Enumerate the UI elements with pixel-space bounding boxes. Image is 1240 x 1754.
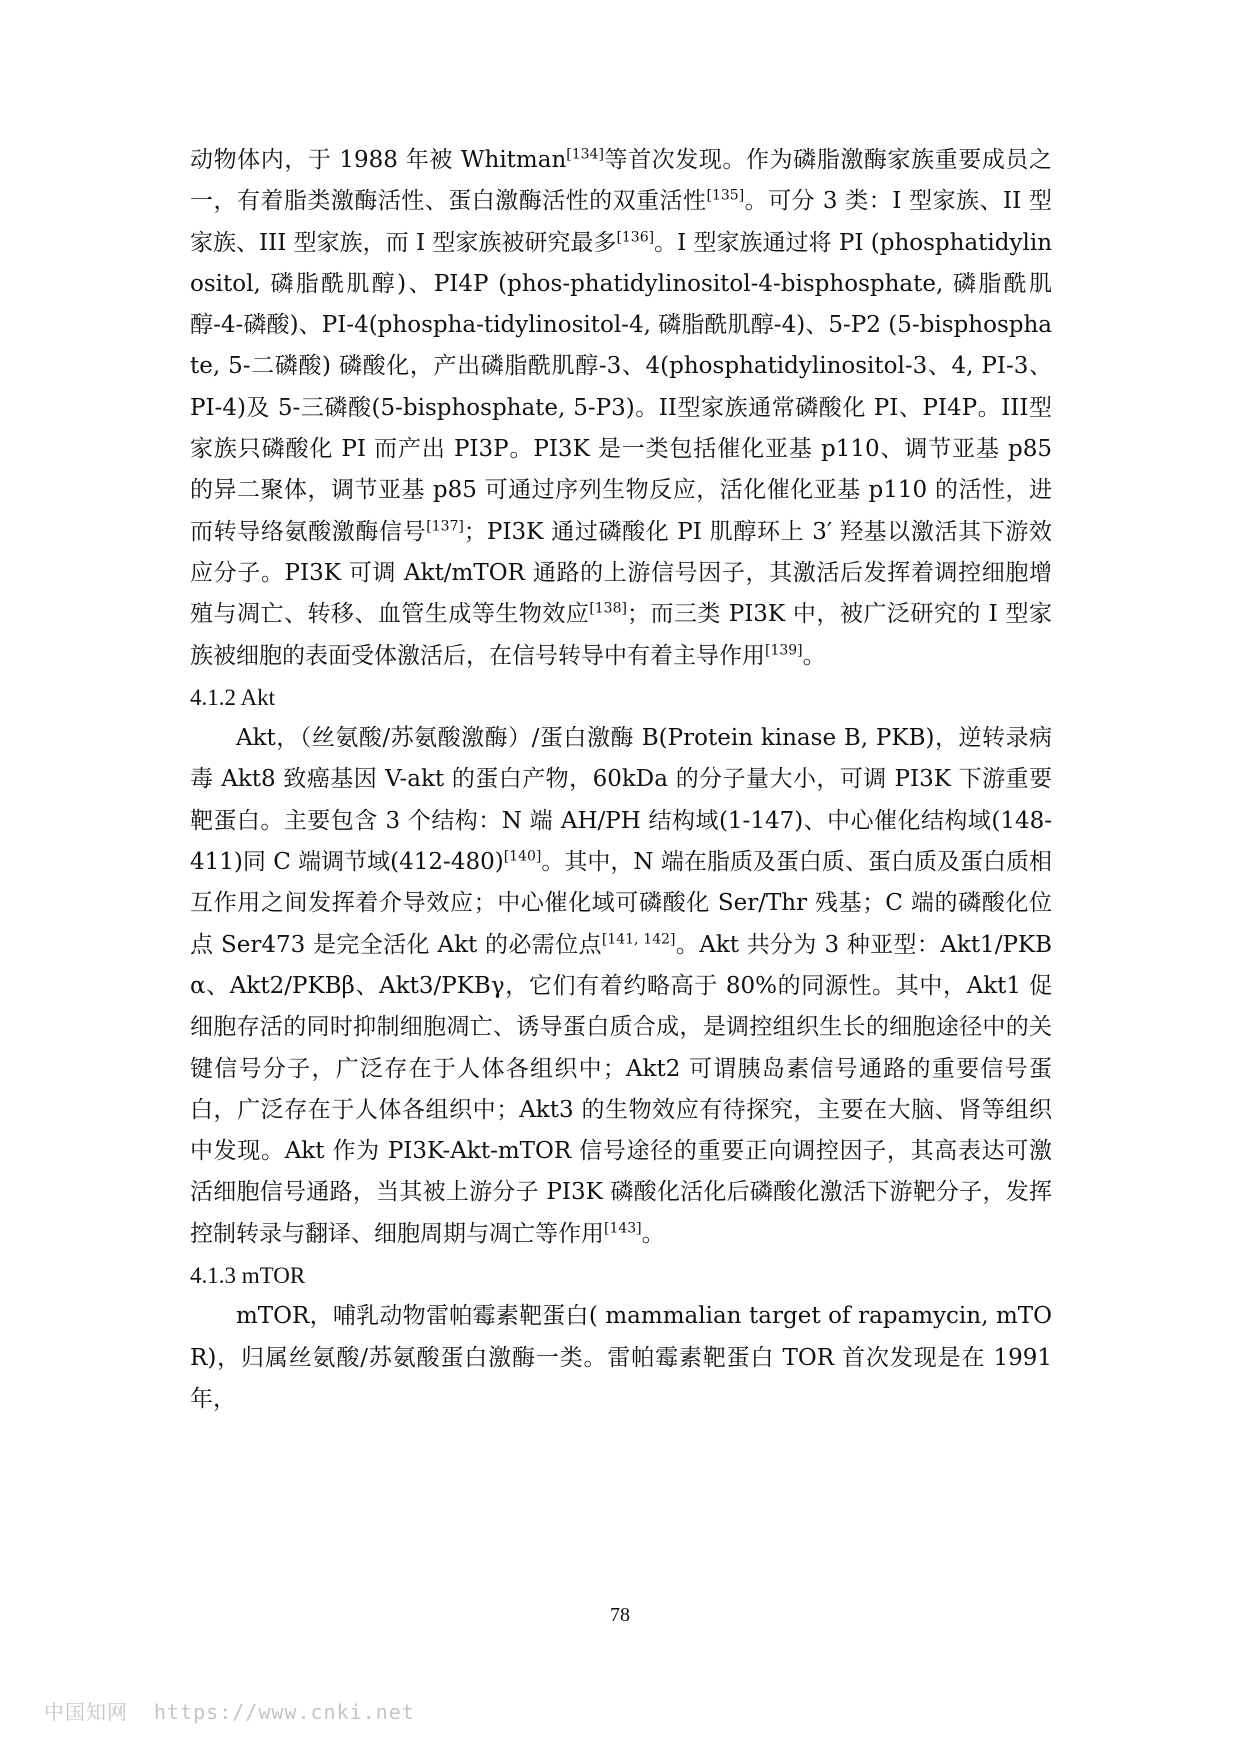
paragraph-mtor	[190, 1296, 1052, 1420]
watermark-url: https://www.cnki.net	[154, 1700, 415, 1724]
citation: [138]	[589, 600, 627, 617]
citation: [135]	[706, 187, 745, 204]
text-segment: Akt，（丝氨酸/苏氨酸激酶）/蛋白激酶 B(Protein kinase B, PKB)，逆转录病毒 Akt8 致癌基因 V-akt 的蛋白产物，60kDa 的分子量大小，可调 PI3K 下游重要靶蛋白。主要包含 3 个结构：N 端 AH/PH 结构域(1-147)、中心催化结构域(148-411)同 C 端调节域(412-480)	[190, 725, 1052, 876]
citation: [137]	[426, 518, 464, 535]
citation: [141, 142]	[601, 930, 676, 947]
cnki-watermark	[44, 1696, 415, 1725]
text-segment: 动物体内，于 1988 年被 Whitman	[190, 147, 567, 173]
paragraph-akt	[190, 718, 1052, 1255]
text-segment: 。	[802, 642, 826, 669]
section-heading-akt: 4.1.2 Akt	[190, 684, 275, 710]
page-number: 78	[610, 1604, 630, 1626]
section-heading-mtor: 4.1.3 mTOR	[190, 1263, 306, 1289]
text-segment: ；而三类 PI3K 中，被广泛研究的 I 型家族被细胞的表面受体激活后，在信号转导中有着主导作用	[190, 601, 1052, 669]
text-segment: mTOR，哺乳动物雷帕霉素靶蛋白( mammalian target of rapamycin, mTOR)，归属丝氨酸/苏氨酸蛋白激酶一类。雷帕霉素靶蛋白 TOR 首次发现是在 1991 年，	[190, 1303, 1052, 1412]
citation: [140]	[503, 848, 542, 865]
citation: [139]	[765, 641, 803, 658]
cnki-logo: 中国知网	[44, 1700, 128, 1724]
text-segment: ；PI3K 通过磷酸化 PI 肌醇环上 3′ 羟基以激活其下游效应分子。PI3K 可调 Akt/mTOR 通路的上游信号因子，其激活后发挥着调控细胞增殖与凋亡、转移、血管生成等生物效应	[190, 518, 1052, 628]
text-segment: 。Akt 共分为 3 种亚型：Akt1/PKBα、Akt2/PKBβ、Akt3/PKBγ，它们有着约略高于 80%的同源性。其中，Akt1 促细胞存活的同时抑制细胞凋亡、诱导蛋白质合成，是调控组织生长的细胞途径中的关键信号分子，广泛存在于人体各组织中；Akt2 可谓胰岛素信号通路的重要信号蛋白，广泛存在于人体各组织中；Akt3 的生物效应有待探究，主要在大脑、肾等组织中发现。Akt 作为 PI3K-Akt-mTOR 信号途径的重要正向调控因子，其高表达可激活细胞信号通路，当其被上游分子 PI3K 磷酸化活化后磷酸化激活下游靶分子，发挥控制转录与翻译、细胞周期与凋亡等作用	[190, 931, 1052, 1247]
paragraph-pi3k	[190, 140, 1052, 677]
text-segment: 等首次发现。作为磷脂激酶家族重要成员之一，有着脂类激酶活性、蛋白激酶活性的双重活性	[190, 147, 1052, 215]
citation: [136]	[616, 228, 655, 245]
text-segment: 。其中，N 端在脂质及蛋白质、蛋白质及蛋白质相互作用之间发挥着介导效应；中心催化域可磷酸化 Ser/Thr 残基；C 端的磷酸化位点 Ser473 是完全活化 Akt 的必需位点	[190, 849, 1052, 958]
body-text	[190, 140, 1052, 1420]
citation: [134]	[566, 146, 604, 163]
text-segment: 。	[641, 1220, 665, 1247]
text-segment: 。可分 3 类：I 型家族、II 型家族、III 型家族，而 I 型家族被研究最多	[190, 188, 1052, 256]
text-segment: 。I 型家族通过将 PI (phosphatidylinositol, 磷脂酰肌醇)、PI4P (phos-phatidylinositol-4-bisphosphate, 磷脂酰肌醇-4-磷酸)、PI-4(phospha-tidylinositol-4, 磷脂酰肌醇-4)、5-P2 (5-bisphosphate, 5-二磷酸) 磷酸化，产出磷脂酰肌醇-3、4(phosphatidylinositol-3、4, PI-3、PI-4)及 5-三磷酸(5-bisphosphate, 5-P3)。II型家族通常磷酸化 PI、PI4P。III型家族只磷酸化 PI 而产出 PI3P。PI3K 是一类包括催化亚基 p110、调节亚基 p85 的异二聚体，调节亚基 p85 可通过序列生物反应，活化催化亚基 p110 的活性，进而转导络氨酸激酶信号	[190, 229, 1053, 545]
citation: [143]	[604, 1220, 642, 1237]
